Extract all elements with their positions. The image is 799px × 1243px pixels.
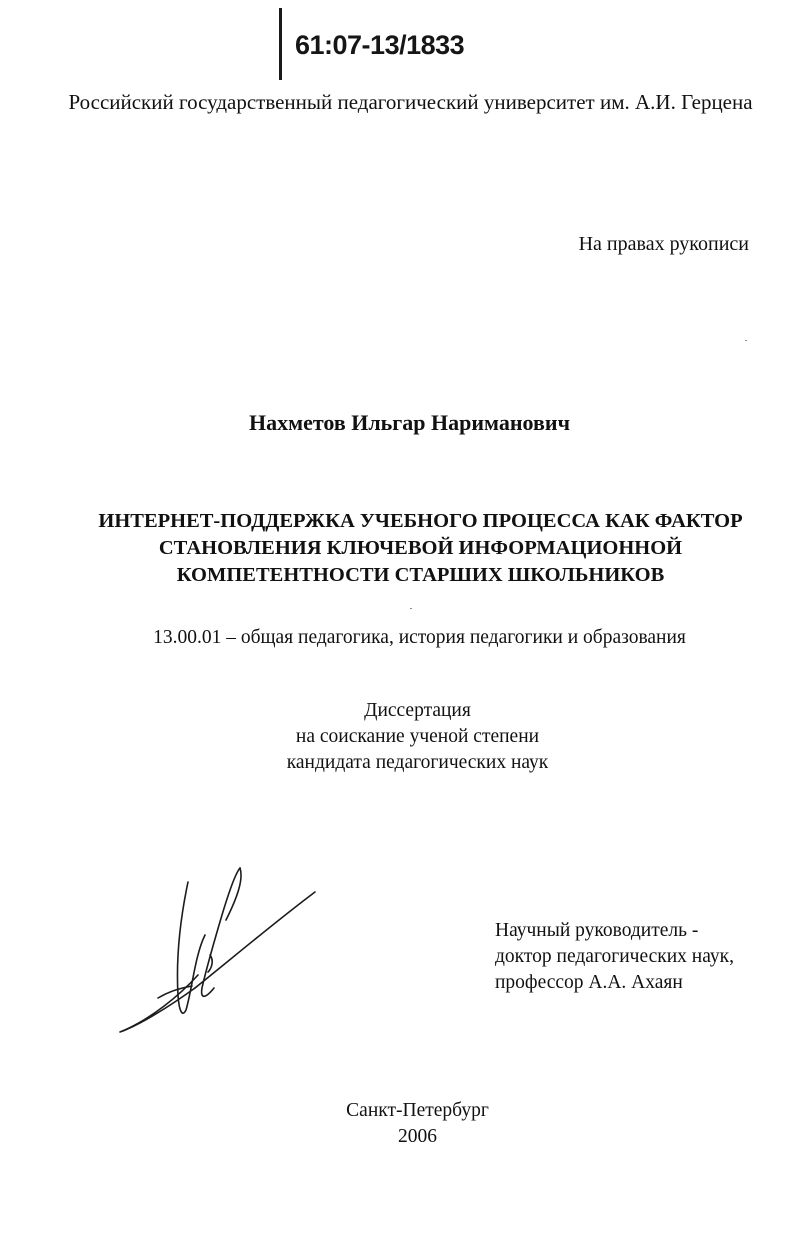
year: 2006 [398, 1126, 437, 1147]
title-line-2: СТАНОВЛЕНИЯ КЛЮЧЕВОЙ ИНФОРМАЦИОННОЙ [158, 537, 683, 559]
supervisor-line-2: доктор педагогических наук, [495, 946, 734, 967]
dissertation-line-3: кандидата педагогических наук [286, 752, 549, 773]
scan-speck [410, 608, 412, 609]
archive-stamp-rule [279, 8, 282, 80]
dissertation-type [0, 698, 799, 776]
dissertation-line-1: Диссертация [364, 700, 471, 721]
signature-icon [110, 860, 330, 1050]
university-name: Российский государственный педагогический университет им. А.И. Герцена [68, 90, 753, 114]
author-name: Нахметов Ильгар Нариманович [249, 410, 570, 435]
supervisor-block [495, 918, 734, 996]
rights-note: На правах рукописи [578, 233, 749, 255]
scan-speck [745, 340, 747, 341]
place-and-year [0, 1098, 799, 1150]
archive-stamp-code: 61:07-13/1833 [295, 30, 465, 60]
city-name: Санкт-Петербург [346, 1100, 489, 1121]
supervisor-line-1: Научный руководитель - [495, 920, 699, 941]
specialty-code: 13.00.01 – общая педагогика, история педагогики и образования [153, 627, 686, 648]
title-line-1: ИНТЕРНЕТ-ПОДДЕРЖКА УЧЕБНОГО ПРОЦЕССА КАК ФАКТОР [98, 510, 743, 532]
dissertation-line-2: на соискание ученой степени [295, 726, 540, 747]
supervisor-line-3: профессор А.А. Ахаян [495, 972, 683, 993]
dissertation-title [0, 508, 799, 589]
title-line-3: КОМПЕТЕНТНОСТИ СТАРШИХ ШКОЛЬНИКОВ [176, 564, 665, 586]
